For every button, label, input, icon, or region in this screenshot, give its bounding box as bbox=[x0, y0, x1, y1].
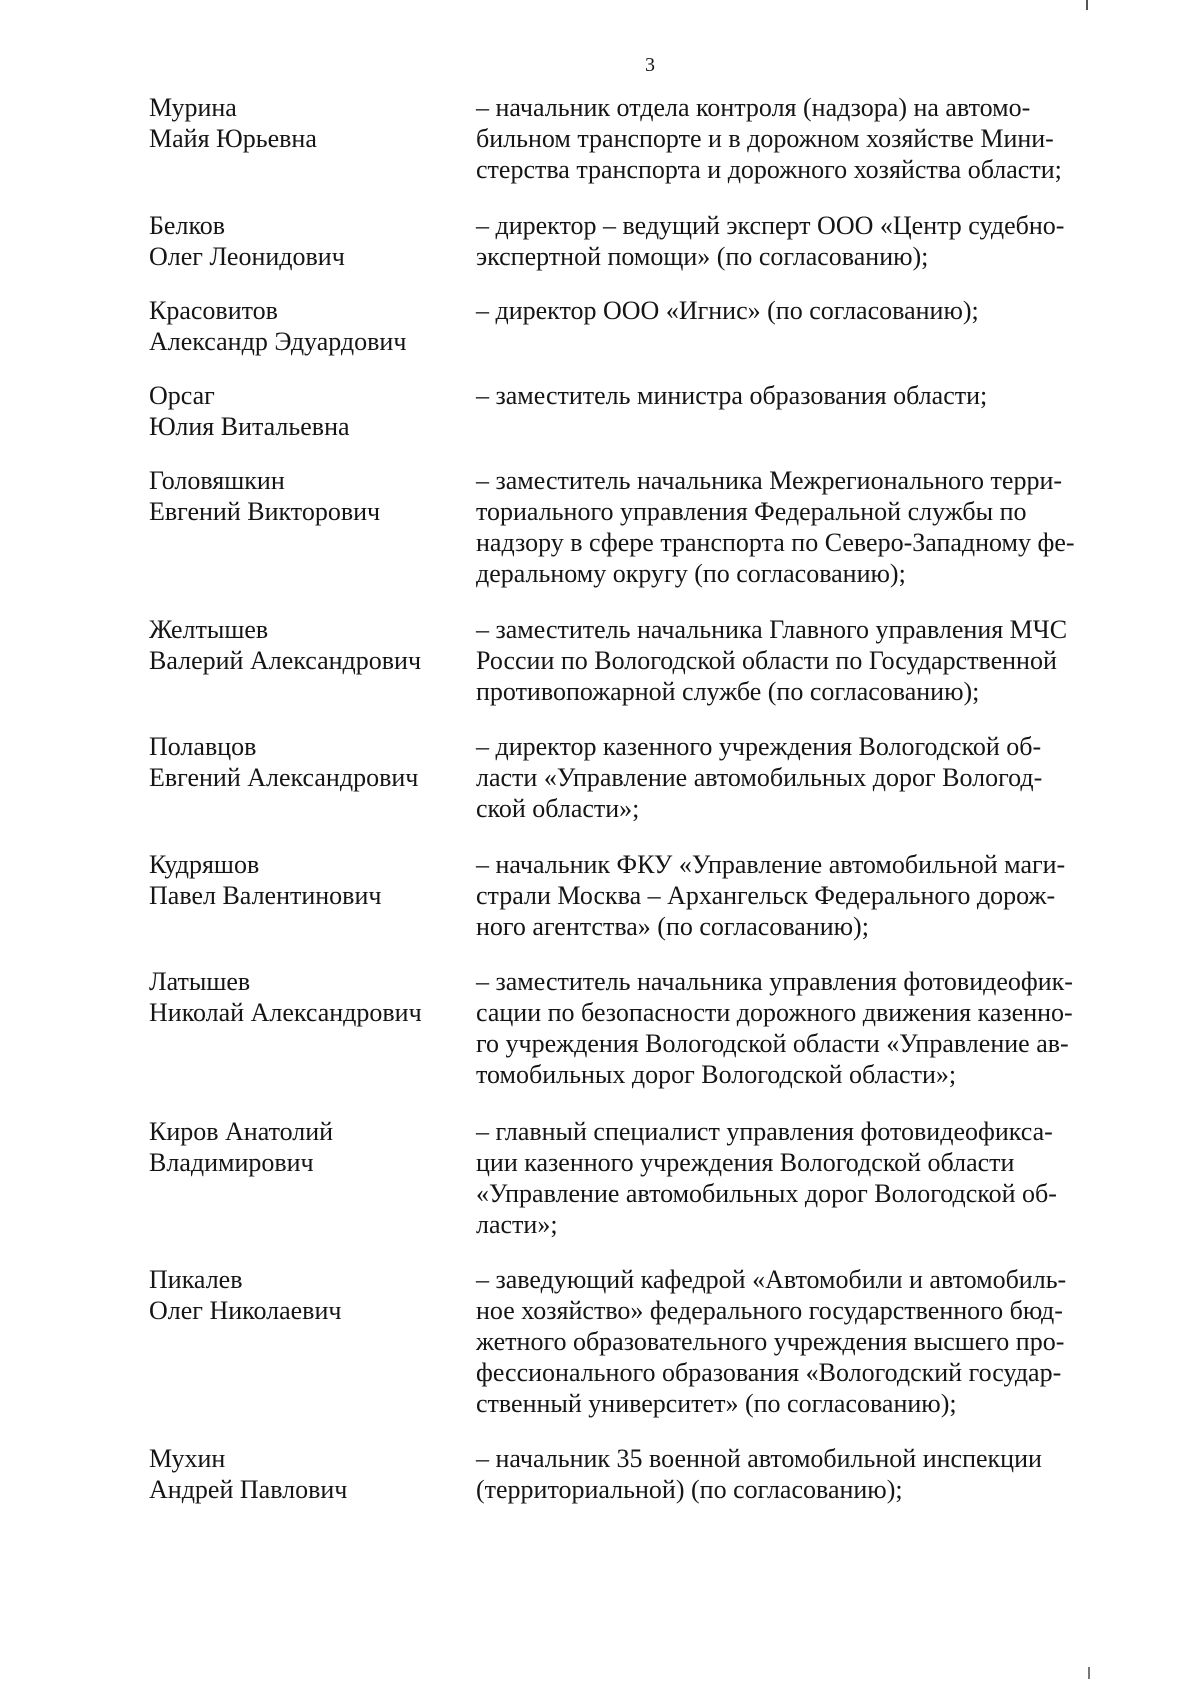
page-number: 3 bbox=[645, 54, 655, 76]
member-position: – начальник отдела контроля (надзора) на автомо- бильном транспорте и в дорожном хозяйстве Мини- стерства транспорта и дорожного хозяйства области; bbox=[476, 93, 1062, 184]
member-name: Кудряшов Павел Валентинович bbox=[149, 850, 382, 910]
member-name: Мурина Майя Юрьевна bbox=[149, 93, 317, 153]
member-position: – директор ООО «Игнис» (по согласованию); bbox=[476, 296, 979, 325]
member-name: Орсаг Юлия Витальевна bbox=[149, 381, 350, 441]
member-name: Пикалев Олег Николаевич bbox=[149, 1265, 342, 1325]
member-position: – главный специалист управления фотовидеофикса- ции казенного учреждения Вологодской области «Управление автомобильных дорог Вологодской об- ласти»; bbox=[476, 1117, 1057, 1239]
member-position: – заместитель начальника управления фотовидеофик- сации по безопасности дорожного движения казенно- го учреждения Вологодской области «Управление ав- томобильных дорог Вологодской области»; bbox=[476, 967, 1073, 1089]
member-position: – начальник 35 военной автомобильной инспекции (территориальной) (по согласованию); bbox=[476, 1444, 1042, 1504]
scan-mark bbox=[1088, 1667, 1090, 1679]
member-position: – заместитель министра образования области; bbox=[476, 381, 988, 410]
member-position: – заместитель начальника Главного управления МЧС России по Вологодской области по Государственной противопожарной службе (по согласованию); bbox=[476, 615, 1068, 706]
member-position: – заместитель начальника Межрегионального терри- ториального управления Федеральной службы по надзору в сфере транспорта по Северо-Западному фе- деральному округу (по согласованию); bbox=[476, 466, 1075, 588]
member-name: Мухин Андрей Павлович bbox=[149, 1444, 348, 1504]
member-position: – директор – ведущий эксперт ООО «Центр судебно- экспертной помощи» (по согласованию); bbox=[476, 211, 1065, 271]
member-name: Красовитов Александр Эдуардович bbox=[149, 296, 407, 356]
member-name: Полавцов Евгений Александрович bbox=[149, 732, 419, 792]
member-position: – начальник ФКУ «Управление автомобильной маги- страли Москва – Архангельск Федерального дорож- ного агентства» (по согласованию); bbox=[476, 850, 1066, 941]
member-position: – директор казенного учреждения Вологодской об- ласти «Управление автомобильных дорог Вологод- ской области»; bbox=[476, 732, 1043, 823]
member-name: Латышев Николай Александрович bbox=[149, 967, 422, 1027]
member-position: – заведующий кафедрой «Автомобили и автомобиль- ное хозяйство» федерального государственного бюд- жетного образовательного учреждения высшего про- фессионального образования «Вологодский государ- ственный университет» (по согласованию); bbox=[476, 1265, 1067, 1418]
scan-mark bbox=[1086, 0, 1088, 10]
member-name: Киров Анатолий Владимирович bbox=[149, 1117, 334, 1177]
member-name: Желтышев Валерий Александрович bbox=[149, 615, 422, 675]
member-name: Головяшкин Евгений Викторович bbox=[149, 466, 381, 526]
member-name: Белков Олег Леонидович bbox=[149, 211, 345, 271]
